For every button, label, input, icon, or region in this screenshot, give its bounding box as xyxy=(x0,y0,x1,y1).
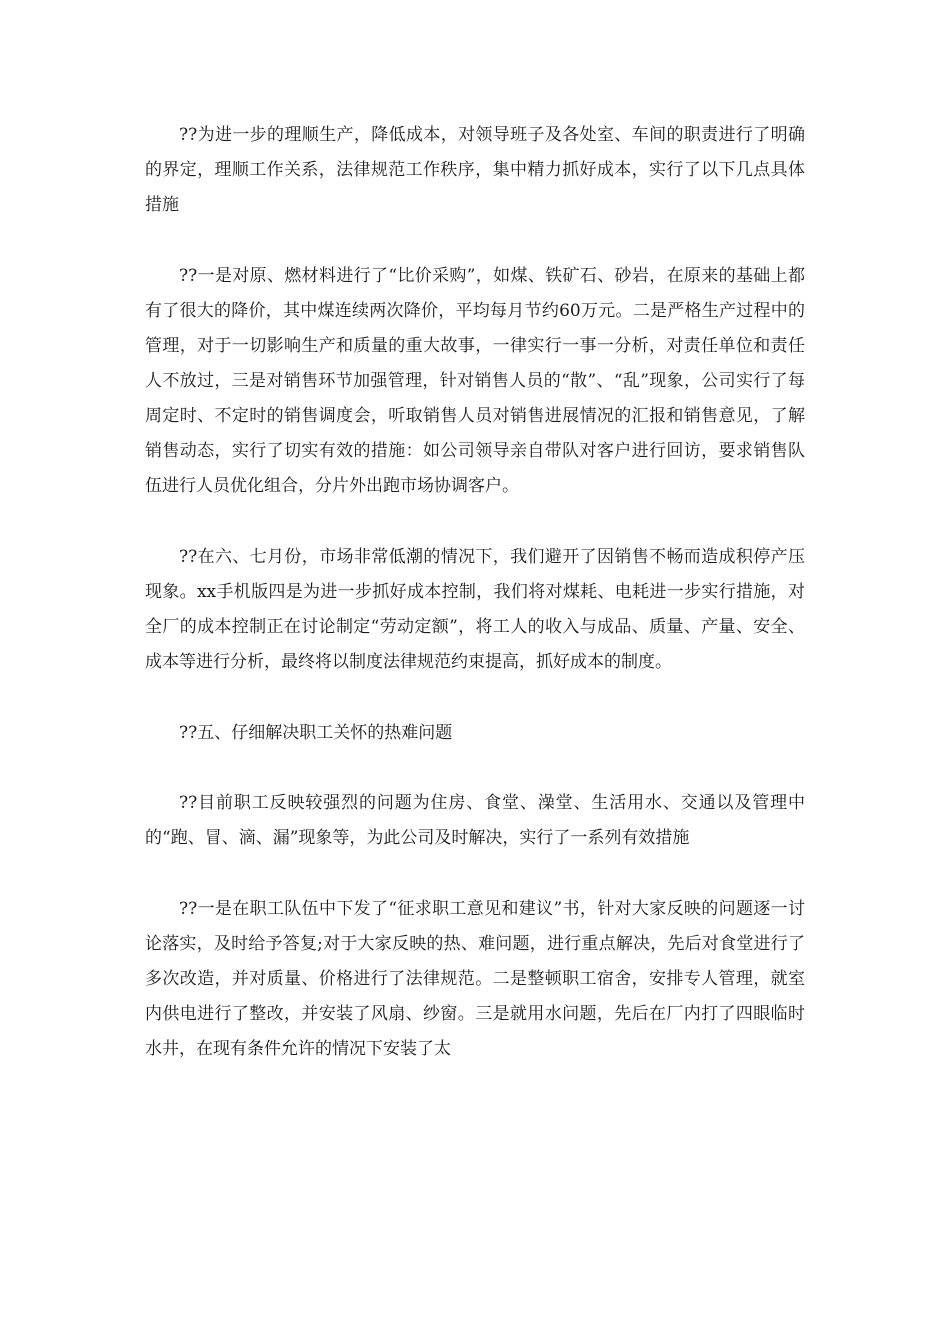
paragraph-procurement-and-sales: ??一是对原、燃材料进行了“比价采购”，如煤、铁矿石、砂岩，在原来的基础上都有了很大的降价，其中煤连续两次降价，平均每月节约60万元。二是严格生产过程中的管理，对于一切影响生产和质量的重大故事，一律实行一事一分析，对责任单位和责任人不放过，三是对销售环节加强管理，针对销售人员的“散”、“乱”现象，公司实行了每周定时、不定时的销售调度会，听取销售人员对销售进展情况的汇报和销售意见，了解销售动态，实行了切实有效的措施：如公司领导亲自带队对客户进行回访，要求销售队伍进行人员优化组合，分片外出跑市场协调客户。 xyxy=(145,266,805,496)
paragraph-cost-measures-intro: ??为进一步的理顺生产，降低成本，对领导班子及各处室、车间的职责进行了明确的界定，理顺工作关系，法律规范工作秩序，集中精力抓好成本，实行了以下几点具体措施 xyxy=(145,125,805,215)
paragraph-worker-complaints: ??目前职工反映较强烈的问题为住房、食堂、澡堂、生活用水、交通以及管理中的“跑、冒、滴、漏”现象等，为此公司及时解决，实行了一系列有效措施 xyxy=(145,793,805,848)
paragraph-cost-control: ??在六、七月份，市场非常低潮的情况下，我们避开了因销售不畅而造成积停产压现象。xx手机版四是为进一步抓好成本控制，我们将对煤耗、电耗进一步实行措施，对全厂的成本控制正在讨论制定“劳动定额”，将工人的收入与成品、质量、产量、安全、成本等进行分析，最终将以制度法律规范约束提高，抓好成本的制度。 xyxy=(145,547,805,672)
section-heading-worker-issues: ??五、仔细解决职工关怀的热难问题 xyxy=(179,723,453,743)
document-page xyxy=(145,118,805,1103)
paragraph-worker-measures: ??一是在职工队伍中下发了“征求职工意见和建议”书，针对大家反映的问题逐一讨论落实，及时给予答复;对于大家反映的热、难问题，进行重点解决，先后对食堂进行了多次改造，并对质量、价格进行了法律规范。二是整顿职工宿舍，安排专人管理，就室内供电进行了整改，并安装了风扇、纱窗。三是就用水问题，先后在厂内打了四眼临时水井，在现有条件允许的情况下安装了太 xyxy=(145,899,805,1059)
